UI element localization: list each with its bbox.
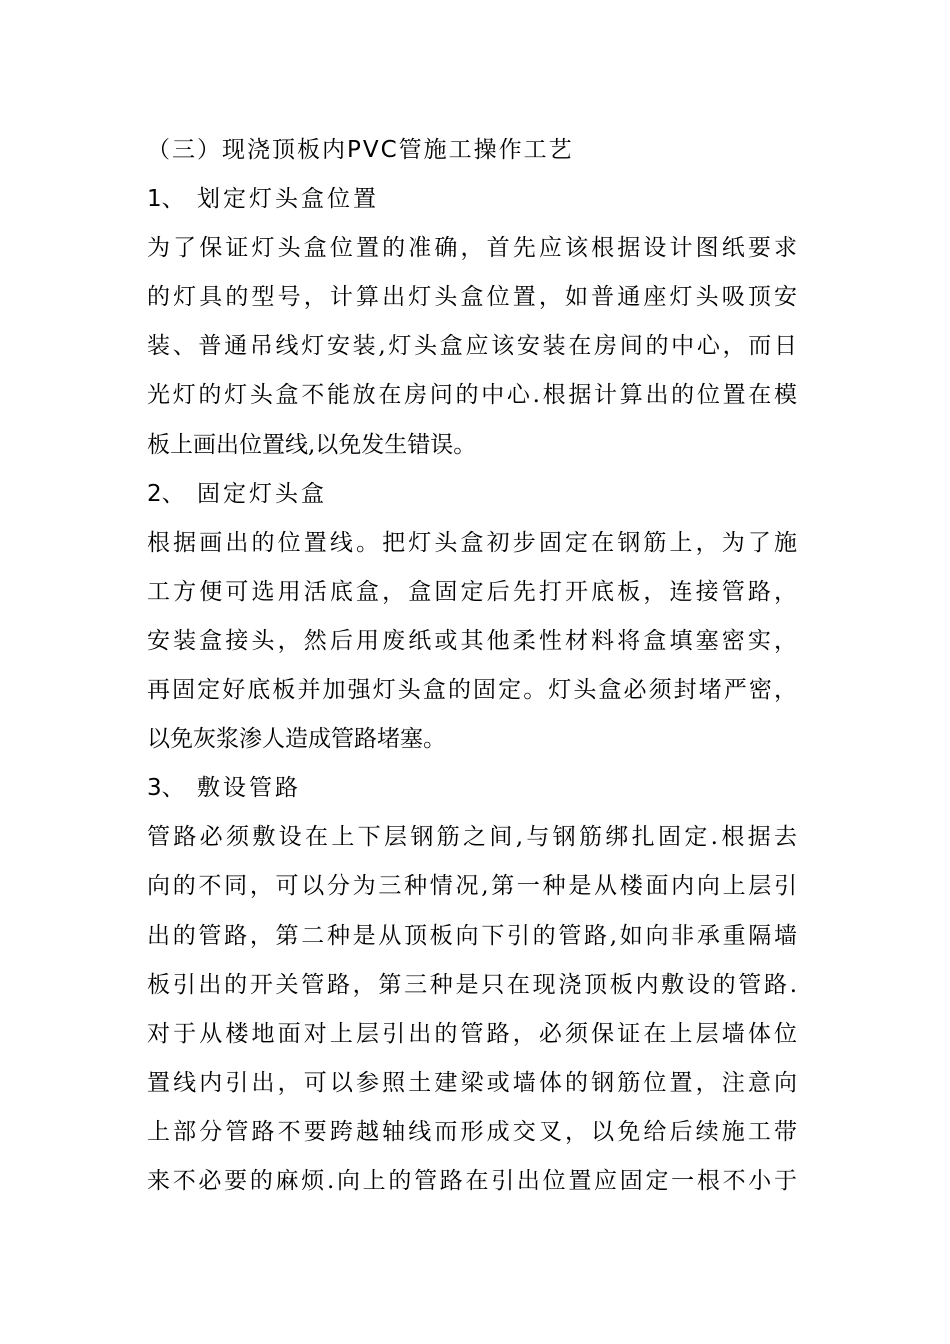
subsection-heading-3 [147, 764, 797, 813]
paragraph-line: 管路必须敷设在上下层钢筋之间,与钢筋绑扎固定.根据去 [147, 824, 797, 851]
paragraph-line: 出的管路，第二种是从顶板向下引的管路,如向非承重隔墙 [147, 922, 797, 949]
subsection-number: 1、 [147, 186, 185, 213]
subsection-title: 固定灯头盒 [197, 480, 327, 507]
paragraph-line: 根据画出的位置线。把灯头盒初步固定在钢筋上，为了施 [147, 529, 797, 556]
paragraph-line: 安装盒接头，然后用废纸或其他柔性材料将盒填塞密实， [147, 627, 797, 654]
paragraph-line: 向的不同，可以分为三种情况,第一种是从楼面内向上层引 [147, 873, 797, 900]
subsection-title: 划定灯头盒位置 [197, 186, 379, 213]
paragraph-line: 置线内引出，可以参照土建梁或墙体的钢筋位置，注意向 [147, 1069, 797, 1096]
section-heading: （三）现浇顶板内PVC管施工操作工艺 [147, 137, 574, 163]
paragraph-line: 板引出的开关管路，第三种是只在现浇顶板内敷设的管路. [147, 971, 797, 998]
subsection-number: 3、 [147, 775, 185, 802]
document-page [147, 126, 797, 1206]
paragraph-line: 工方便可选用活底盒，盒固定后先打开底板，连接管路， [147, 578, 797, 605]
subsection-title: 敷设管路 [197, 775, 301, 802]
subsection-number: 2、 [147, 480, 185, 507]
paragraph-line: 为了保证灯头盒位置的准确，首先应该根据设计图纸要求 [147, 235, 797, 262]
paragraph-line: 以免灰浆渗人造成管路堵塞。 [147, 726, 446, 753]
subsection-heading-2 [147, 470, 797, 519]
paragraph-line: 装、普通吊线灯安装,灯头盒应该安装在房间的中心，而日 [147, 333, 797, 360]
paragraph-line: 板上画出位置线,以免发生错误。 [147, 431, 477, 458]
paragraph-line: 再固定好底板并加强灯头盒的固定。灯头盒必须封堵严密， [147, 677, 797, 704]
subsection-heading-1 [147, 175, 797, 224]
paragraph-line: 来不必要的麻烦.向上的管路在引出位置应固定一根不小于 [147, 1167, 797, 1194]
paragraph-line: 的灯具的型号，计算出灯头盒位置，如普通座灯头吸顶安 [147, 284, 797, 311]
paragraph-line: 上部分管路不要跨越轴线而形成交叉，以免给后续施工带 [147, 1118, 797, 1145]
paragraph-line: 对于从楼地面对上层引出的管路，必须保证在上层墙体位 [147, 1020, 797, 1047]
paragraph-line: 光灯的灯头盒不能放在房问的中心.根据计算出的位置在模 [147, 382, 797, 409]
